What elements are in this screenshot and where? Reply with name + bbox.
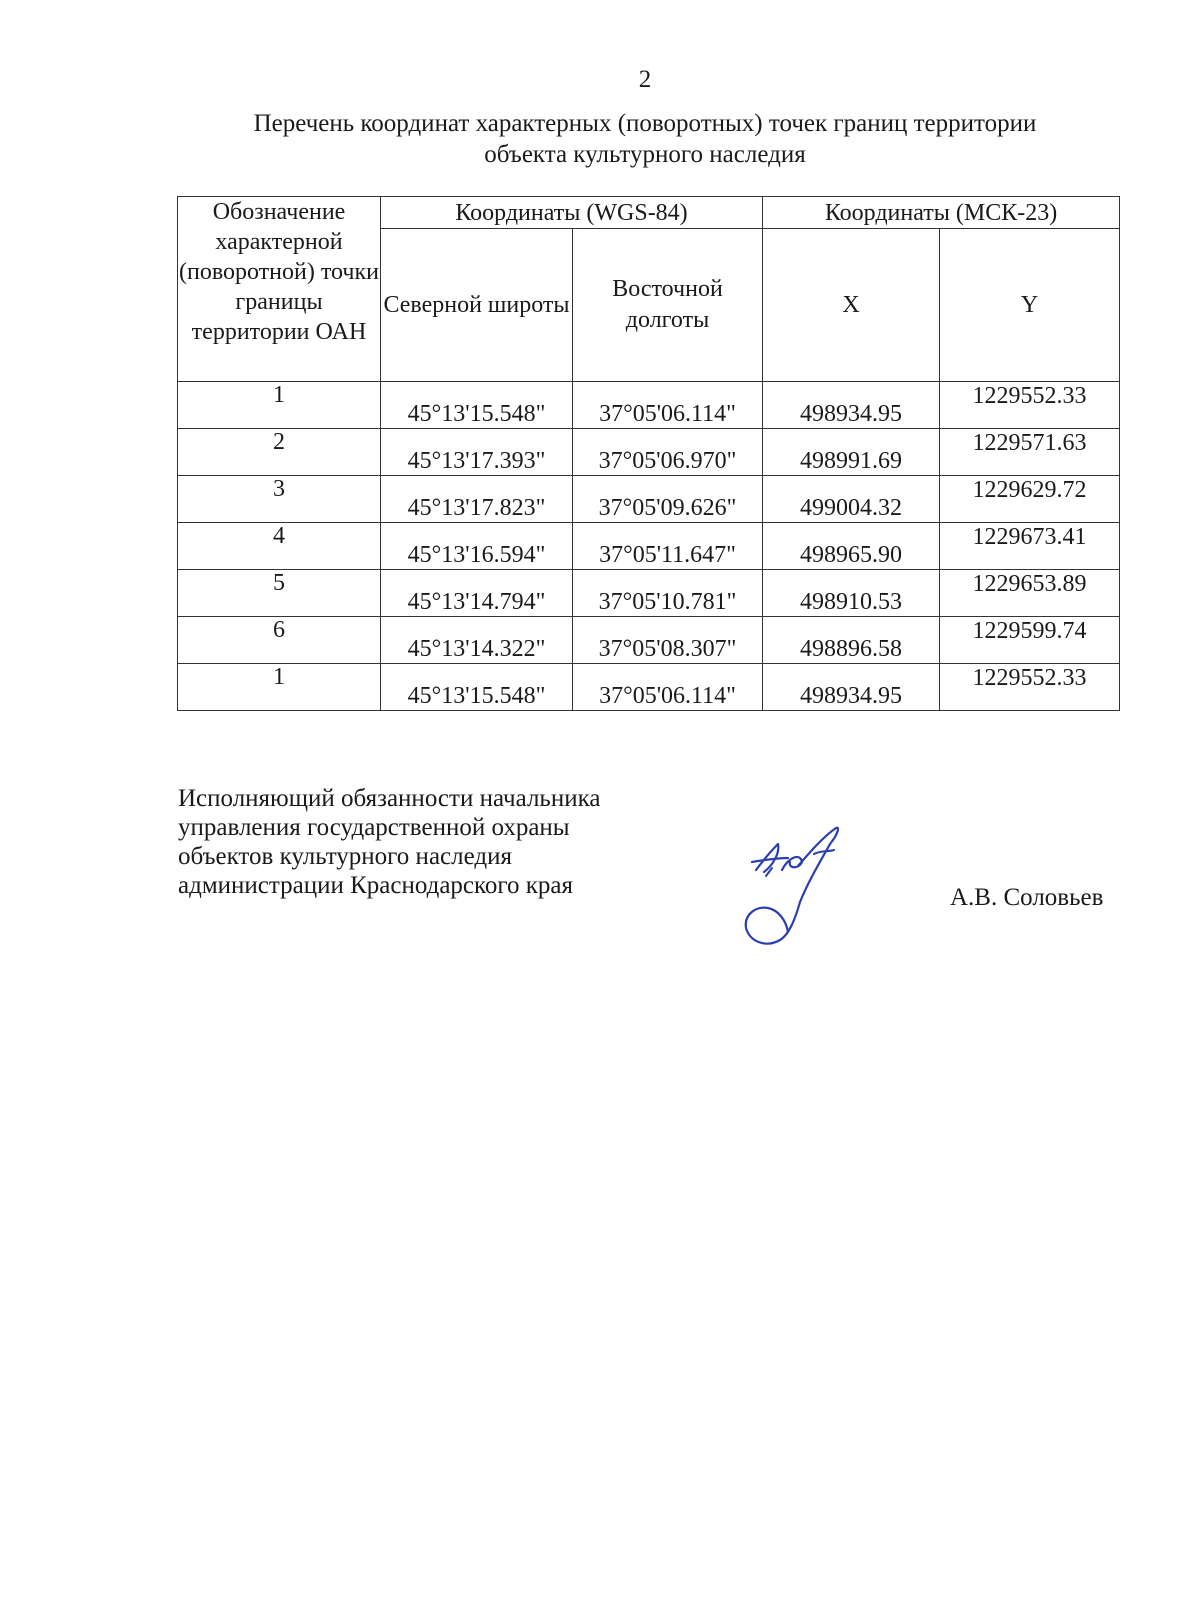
- longitude-cell: 37°05'11.647": [573, 523, 763, 570]
- y-cell: 1229629.72: [940, 476, 1120, 523]
- latitude-cell: 45°13'15.548": [381, 664, 573, 711]
- longitude-cell: 37°05'06.970": [573, 429, 763, 476]
- signatory-name: А.В. Соловьев: [950, 884, 1104, 911]
- point-cell: 6: [178, 617, 381, 664]
- point-cell: 1: [178, 664, 381, 711]
- latitude-cell: 45°13'14.322": [381, 617, 573, 664]
- table-row: [178, 570, 1120, 617]
- x-cell: 499004.32: [763, 476, 940, 523]
- title-line-1: Перечень координат характерных (поворотных) точек границ территории: [253, 110, 1037, 137]
- position-line-3: объектов культурного наследия: [178, 843, 512, 870]
- y-cell: 1229571.63: [940, 429, 1120, 476]
- msk23-group-header: Координаты (МСК-23): [763, 197, 1120, 229]
- point-cell: 5: [178, 570, 381, 617]
- signatory-position: [178, 784, 600, 900]
- longitude-cell: 37°05'09.626": [573, 476, 763, 523]
- x-header: X: [763, 229, 940, 382]
- x-cell: 498910.53: [763, 570, 940, 617]
- position-line-1: Исполняющий обязанности начальника: [178, 785, 601, 812]
- table-row: [178, 476, 1120, 523]
- document-title: [150, 108, 1140, 170]
- y-cell: 1229552.33: [940, 382, 1120, 429]
- longitude-cell: 37°05'06.114": [573, 382, 763, 429]
- latitude-cell: 45°13'16.594": [381, 523, 573, 570]
- y-cell: 1229653.89: [940, 570, 1120, 617]
- x-cell: 498991.69: [763, 429, 940, 476]
- longitude-cell: 37°05'06.114": [573, 664, 763, 711]
- coordinates-table: [177, 196, 1120, 711]
- handwritten-signature: [742, 822, 872, 967]
- y-cell: 1229673.41: [940, 523, 1120, 570]
- x-cell: 498934.95: [763, 664, 940, 711]
- x-cell: 498896.58: [763, 617, 940, 664]
- y-header: Y: [940, 229, 1120, 382]
- position-line-4: администрации Краснодарского края: [178, 872, 574, 899]
- latitude-cell: 45°13'17.393": [381, 429, 573, 476]
- title-line-2: объекта культурного наследия: [484, 141, 806, 168]
- point-cell: 2: [178, 429, 381, 476]
- latitude-cell: 45°13'17.823": [381, 476, 573, 523]
- table-row: [178, 523, 1120, 570]
- table-row: [178, 429, 1120, 476]
- latitude-cell: 45°13'14.794": [381, 570, 573, 617]
- point-cell: 3: [178, 476, 381, 523]
- position-line-2: управления государственной охраны: [178, 814, 570, 841]
- y-cell: 1229552.33: [940, 664, 1120, 711]
- longitude-cell: 37°05'08.307": [573, 617, 763, 664]
- latitude-cell: 45°13'15.548": [381, 382, 573, 429]
- point-cell: 4: [178, 523, 381, 570]
- x-cell: 498934.95: [763, 382, 940, 429]
- point-designation-header: Обозначение характерной (поворотной) точки границы территории ОАН: [178, 197, 381, 382]
- x-cell: 498965.90: [763, 523, 940, 570]
- wgs84-group-header: Координаты (WGS-84): [381, 197, 763, 229]
- longitude-header: Восточной долготы: [573, 229, 763, 382]
- table-row: [178, 664, 1120, 711]
- longitude-cell: 37°05'10.781": [573, 570, 763, 617]
- table-row: [178, 382, 1120, 429]
- point-cell: 1: [178, 382, 381, 429]
- table-row: [178, 617, 1120, 664]
- page-number: 2: [638, 66, 652, 93]
- y-cell: 1229599.74: [940, 617, 1120, 664]
- latitude-header: Северной широты: [381, 229, 573, 382]
